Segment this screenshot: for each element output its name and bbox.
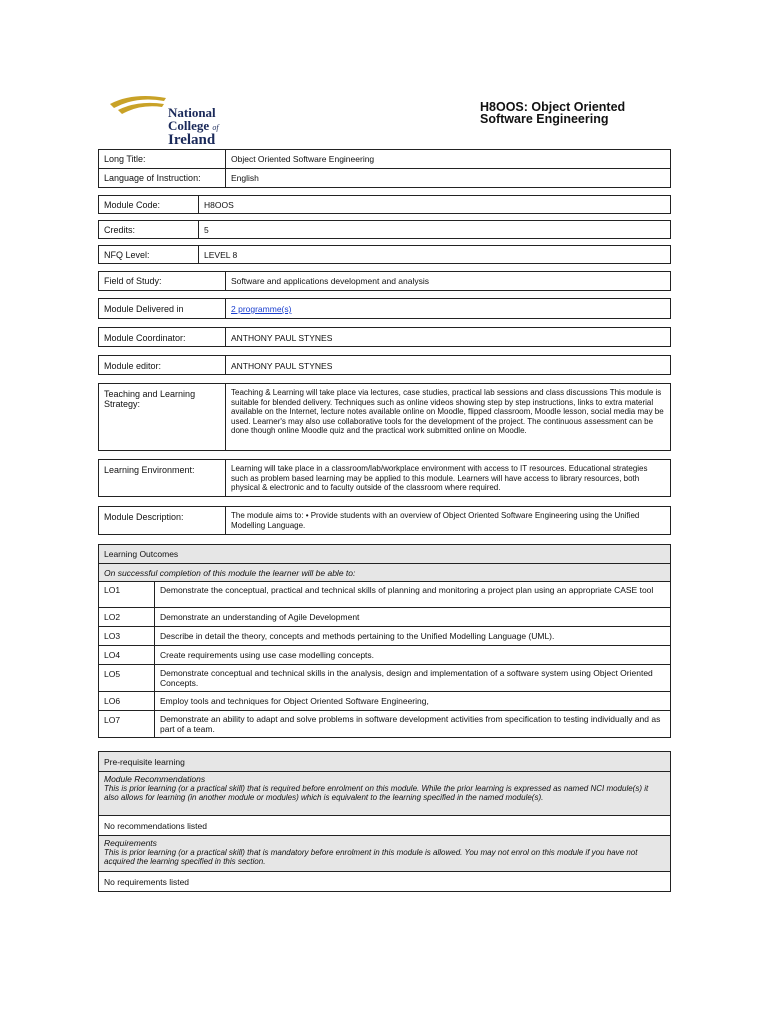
coordinator-label: Module Coordinator: (99, 328, 226, 347)
language-label: Language of Instruction: (99, 169, 226, 188)
outcome-code: LO4 (99, 646, 155, 665)
outcome-code: LO5 (99, 665, 155, 692)
logo-swoosh-icon (108, 94, 168, 124)
table-row (99, 582, 671, 608)
credits-label: Credits: (99, 221, 199, 239)
module-code-value: H8OOS (199, 196, 671, 214)
programmes-link[interactable]: 2 programme(s) (231, 304, 292, 314)
outcome-code: LO3 (99, 627, 155, 646)
logo-line2: College (168, 118, 210, 133)
requirements-title: Requirements (104, 838, 157, 848)
outcome-text: Describe in detail the theory, concepts and methods pertaining to the Unified Modelling Language (UML). (155, 627, 671, 646)
learning-outcomes-table (98, 544, 671, 738)
outcomes-heading: Learning Outcomes (99, 545, 671, 564)
teaching-value: Teaching & Learning will take place via lectures, case studies, practical lab sessions and class discussions This module is suitable for blended delivery. Techniques such as online videos showing step by step instructions, links to extra material available on the Internet, lecture notes available online on Moodle, flipped classroom, Moodle lesson, social media may be used. Learner's may also use collaborative tools for the development of the project. The continuous assessment can be done though online Moodle quiz and the practical work submitted online on Moodle. (226, 384, 671, 451)
editor-label: Module editor: (99, 356, 226, 375)
table-row (99, 711, 671, 738)
table-row (99, 665, 671, 692)
credits-table (98, 220, 671, 239)
long-title-label: Long Title: (99, 150, 226, 169)
requirements-value: No requirements listed (99, 872, 671, 892)
description-value: The module aims to: • Provide students with an overview of Object Oriented Software Engineering using the Unified Modelling Language. (226, 507, 671, 535)
nfq-value: LEVEL 8 (199, 246, 671, 264)
editor-table (98, 355, 671, 375)
teaching-label: Teaching and Learning Strategy: (99, 384, 226, 451)
coordinator-value: ANTHONY PAUL STYNES (226, 328, 671, 347)
environment-table (98, 459, 671, 497)
prerequisite-table (98, 751, 671, 892)
outcome-text: Demonstrate conceptual and technical skills in the analysis, design and implementation of a software system using Object Oriented Concepts. (155, 665, 671, 692)
nfq-label: NFQ Level: (99, 246, 199, 264)
requirements-text: This is prior learning (or a practical skill) that is mandatory before enrolment in this module is allowed. You may not enrol on this module if you have not acquired the learning specified in this section. (104, 848, 638, 867)
language-value: English (226, 169, 671, 188)
environment-label: Learning Environment: (99, 460, 226, 497)
field-of-study-value: Software and applications development and analysis (226, 272, 671, 291)
delivered-in-label: Module Delivered in (99, 299, 226, 319)
outcome-code: LO7 (99, 711, 155, 738)
editor-value: ANTHONY PAUL STYNES (226, 356, 671, 375)
outcomes-intro: On successful completion of this module the learner will be able to: (99, 564, 671, 582)
college-logo (108, 94, 248, 148)
outcome-text: Demonstrate the conceptual, practical and technical skills of planning and monitoring a project plan using an appropriate CASE tool (155, 582, 671, 608)
module-code-table (98, 195, 671, 214)
module-code-label: Module Code: (99, 196, 199, 214)
recommendations-title: Module Recommendations (104, 774, 206, 784)
title-line2: Software Engineering (480, 112, 609, 126)
outcome-code: LO6 (99, 692, 155, 711)
table-row (99, 627, 671, 646)
recommendations-text: This is prior learning (or a practical skill) that is required before enrolment on this module. While the prior learning is expressed as named NCI module(s) it also allows for learning (in another module or modules) which is equivalent to the learning specified in the named module(s). (104, 784, 649, 803)
long-title-value: Object Oriented Software Engineering (226, 150, 671, 169)
delivered-in-table (98, 298, 671, 319)
title-language-table (98, 149, 671, 188)
prereq-heading: Pre-requisite learning (99, 752, 671, 772)
outcome-code: LO2 (99, 608, 155, 627)
outcome-code: LO1 (99, 582, 155, 608)
outcome-text: Create requirements using use case modelling concepts. (155, 646, 671, 665)
description-label: Module Description: (99, 507, 226, 535)
logo-line1: National (168, 105, 216, 120)
field-of-study-table (98, 271, 671, 291)
field-of-study-label: Field of Study: (99, 272, 226, 291)
outcome-text: Demonstrate an understanding of Agile Development (155, 608, 671, 627)
table-row (99, 608, 671, 627)
description-table (98, 506, 671, 535)
coordinator-table (98, 327, 671, 347)
recommendations-value: No recommendations listed (99, 816, 671, 836)
teaching-table (98, 383, 671, 451)
credits-value: 5 (199, 221, 671, 239)
table-row (99, 692, 671, 711)
recommendations-cell (99, 772, 671, 816)
title-line1: H8OOS: Object Oriented (480, 100, 626, 114)
environment-value: Learning will take place in a classroom/lab/workplace environment with access to IT resources. Educational strategies such as problem based learning may be applied to this module. Learners will have access to library resources, both physical & electronic and to faculty outside of the classroom where required. (226, 460, 671, 497)
nfq-table (98, 245, 671, 264)
requirements-cell (99, 836, 671, 872)
outcome-text: Demonstrate an ability to adapt and solve problems in software development activities from specification to testing individually and as part of a team. (155, 711, 671, 738)
page-title (480, 101, 625, 125)
logo-line3: Ireland (168, 132, 216, 148)
outcome-text: Employ tools and techniques for Object Oriented Software Engineering, (155, 692, 671, 711)
table-row (99, 646, 671, 665)
logo-of: of (212, 123, 219, 132)
